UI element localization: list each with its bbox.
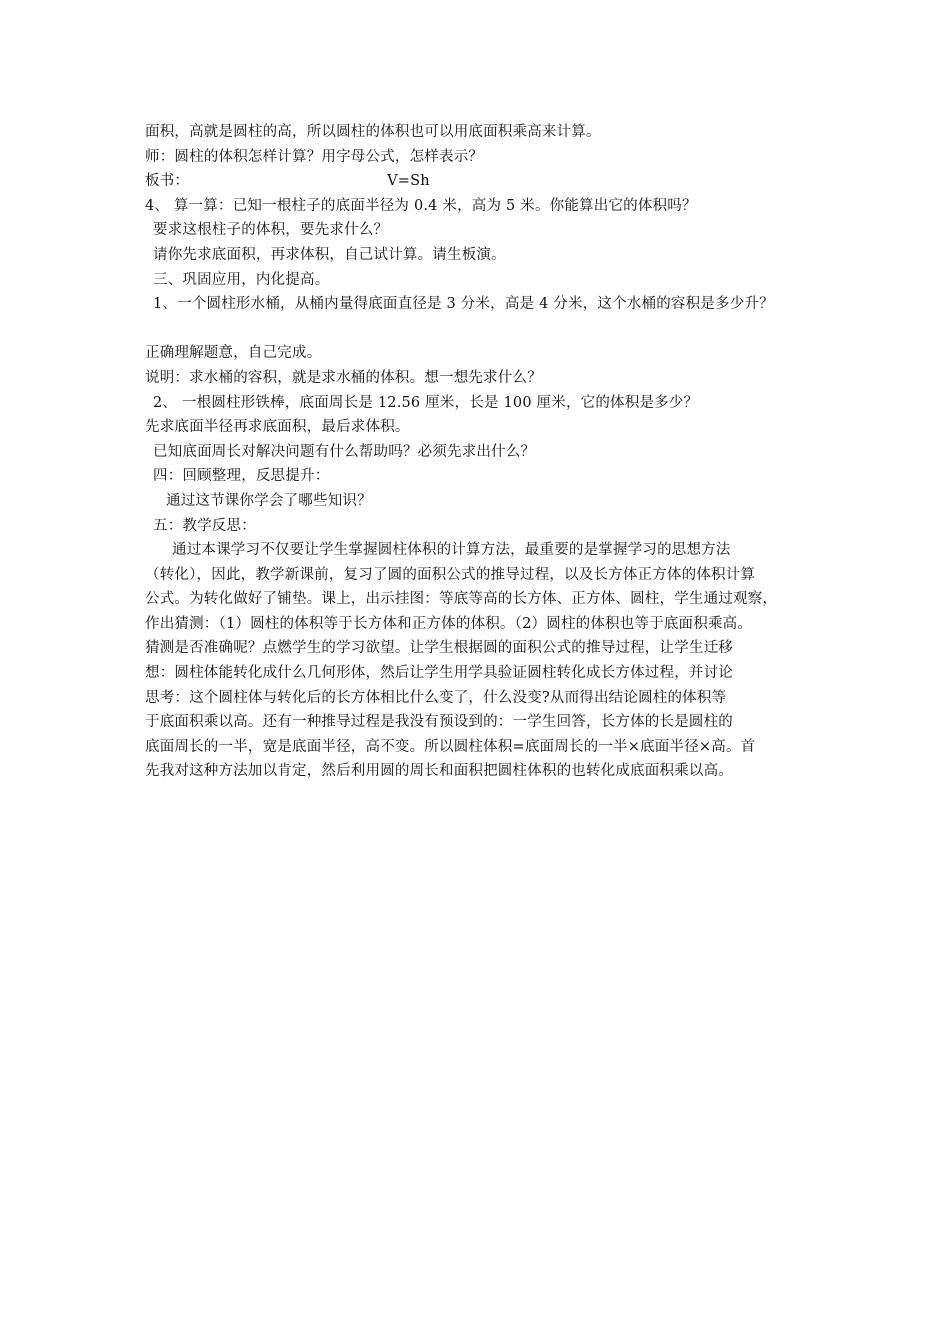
paragraph-line: 作出猜测：（1）圆柱的体积等于长方体和正方体的体积。（2）圆柱的体积也等于底面积乘高。 <box>145 615 753 632</box>
text-line: 要求这根柱子的体积，要先求什么？ <box>153 222 389 239</box>
text-line: 2、 一根圆柱形铁棒，底面周长是 12.56 厘米，长是 100 厘米，它的体积是多少？ <box>153 394 699 411</box>
section-heading: 五：教学反思： <box>153 517 256 534</box>
text-line: 1、一个圆柱形水桶，从桶内量得底面直径是 3 分米，高是 4 分米，这个水桶的容积是多少升？ <box>153 296 774 313</box>
paragraph-line: 想：圆柱体能转化成什么几何形体，然后让学生用学具验证圆柱转化成长方体过程，并讨论 <box>145 665 733 682</box>
reflection-paragraph <box>145 538 825 784</box>
section-heading: 四：回顾整理，反思提升： <box>153 468 330 485</box>
paragraph-line: 底面周长的一半，宽是底面半径，高不变。所以圆柱体积=底面周长的一半×底面半径×高。首 <box>145 738 756 755</box>
paragraph-line: 于底面积乘以高。还有一种推导过程是我没有预设到的：一学生回答，长方体的长是圆柱的 <box>145 714 733 731</box>
blank-line <box>145 317 825 342</box>
text-line: 面积，高就是圆柱的高，所以圆柱的体积也可以用底面积乘高来计算。 <box>145 124 601 140</box>
board-label: 板书： <box>145 173 190 190</box>
text-line: 4、 算一算：已知一根柱子的底面半径为 0.4 米，高为 5 米。你能算出它的体积吗？ <box>145 197 697 214</box>
board-line <box>145 169 825 194</box>
text-line: 通过这节课你学会了哪些知识？ <box>166 492 372 509</box>
section-heading: 三、巩固应用，内化提高。 <box>153 271 330 288</box>
paragraph-line: （转化），因此，教学新课前，复习了圆的面积公式的推导过程，以及长方体正方体的体积计算 <box>145 566 756 583</box>
text-line: 师：圆柱的体积怎样计算？用字母公式，怎样表示？ <box>145 148 484 165</box>
text-line: 已知底面周长对解决问题有什么帮助吗？必须先求出什么？ <box>153 443 536 460</box>
paragraph-line: 通过本课学习不仅要让学生掌握圆柱体积的计算方法，最重要的是掌握学习的思想方法 <box>172 542 731 559</box>
text-line: 先求底面半径再求底面积，最后求体积。 <box>145 419 410 436</box>
text-line: 说明：求水桶的容积，就是求水桶的体积。想一想先求什么？ <box>145 369 542 386</box>
paragraph-line: 猜测是否准确呢？点燃学生的学习欲望。让学生根据圆的面积公式的推导过程，让学生迁移 <box>145 640 733 657</box>
text-line: 请你先求底面积，再求体积，自己试计算。请生板演。 <box>153 246 506 263</box>
paragraph-line: 先我对这种方法加以肯定，然后利用圆的周长和面积把圆柱体积的也转化成底面积乘以高。 <box>145 763 733 780</box>
text-line: 正确理解题意，自己完成。 <box>145 345 322 362</box>
paragraph-line: 思考：这个圆柱体与转化后的长方体相比什么变了，什么没变?从而得出结论圆柱的体积等 <box>145 689 727 706</box>
volume-formula: V=Sh <box>387 173 430 190</box>
document-page <box>145 120 825 784</box>
paragraph-line: 公式。为转化做好了铺垫。课上，出示挂图：等底等高的长方体、正方体、圆柱，学生通过观察， <box>145 591 778 608</box>
